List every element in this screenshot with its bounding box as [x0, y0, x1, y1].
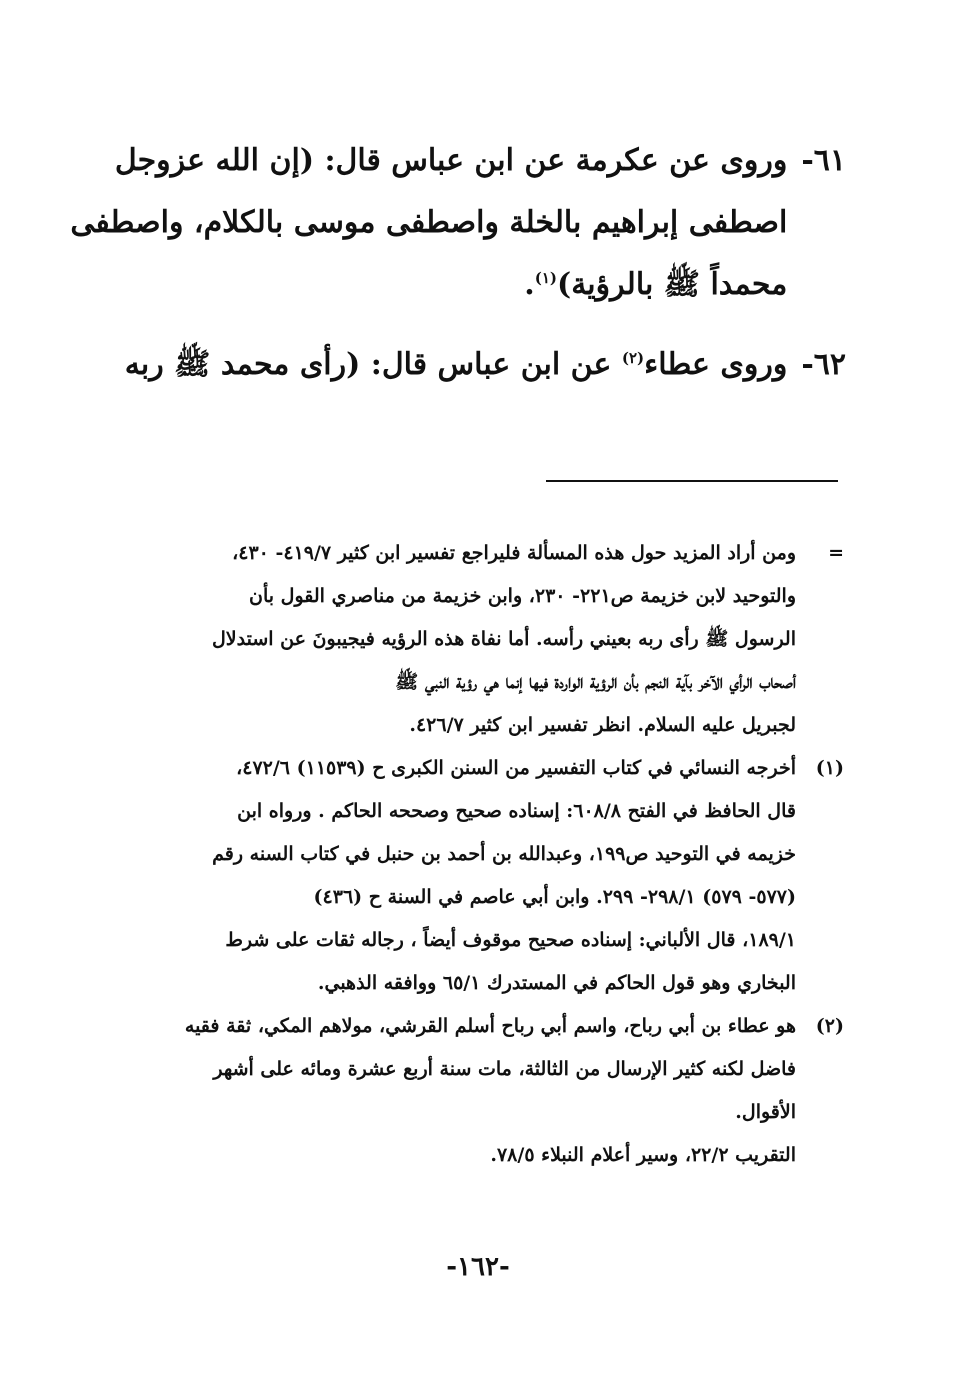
- narration-number: ٦٢-: [801, 347, 846, 382]
- text-line: [116, 334, 787, 396]
- footnote-number: (٢): [815, 1015, 844, 1037]
- text-fragment: عن ابن عباس قال: (رأى محمد ﷺ ربه: [124, 347, 622, 382]
- text-fragment: .: [524, 267, 535, 302]
- footnote-continuation: [114, 532, 844, 747]
- narration-text: [116, 334, 787, 396]
- text-fragment: وروى عطاء: [644, 347, 788, 382]
- footnote-text: [114, 532, 796, 747]
- narration-62: [116, 334, 846, 396]
- footnote-text: [114, 1005, 796, 1177]
- page-number: -١٦٢-: [446, 1252, 510, 1282]
- footnote-number: (١): [815, 757, 844, 779]
- footnote-separator: [546, 480, 838, 482]
- footnote-line: الرسول ﷺ رأى ربه بعيني رأسه. أما نفاة هذه الرؤيه فيجيبونَ عن استدلال: [211, 628, 796, 650]
- footnote-line: التقريب ٢٢/٢، وسير أعلام النبلاء ٧٨/٥.: [490, 1144, 796, 1166]
- footnote-line: فاضل لكنه كثير الإرسال من الثالثة، مات سنة أربع عشرة ومائه على أشهر: [213, 1058, 796, 1080]
- footnote-line: لجبريل عليه السلام. انظر تفسير ابن كثير ٤٢٦/٧.: [409, 714, 796, 736]
- footnote-line: قال الحافظ في الفتح ٦٠٨/٨: إسناده صحيح وصححه الحاكم . ورواه ابن: [237, 800, 796, 822]
- footnote-line: هو عطاء بن أبي رباح، واسم أبي رباح أسلم القرشي، مولاهم المكي، ثقة فقيه: [184, 1015, 796, 1037]
- text-line: اصطفى إبراهيم بالخلة واصطفى موسى بالكلام، واصطفى: [70, 205, 788, 240]
- footnote-line: ومن أراد المزيد حول هذه المسألة فليراجع تفسير ابن كثير ٤١٩/٧- ٤٣٠،: [232, 542, 796, 564]
- footnotes: [114, 532, 844, 1177]
- footnote-reference: (١): [534, 269, 558, 287]
- text-line: [70, 254, 787, 316]
- footnote-2: [114, 1005, 844, 1177]
- footnote-reference: (٢): [621, 349, 645, 367]
- footnote-1: [114, 747, 844, 1005]
- footnote-line: البخاري وهو قول الحاكم في المستدرك ٦٥/١ ووافقه الذهبي.: [317, 972, 796, 994]
- footnote-line: ١٨٩/١، قال الألباني: إسناده صحيح موقوف أيضاً ، رجاله ثقات على شرط: [225, 929, 796, 951]
- footnote-line: الأقوال.: [735, 1101, 796, 1123]
- narration-text: [70, 130, 787, 316]
- footnote-line: أخرجه النسائي في كتاب التفسير من السنن الكبرى ح (١١٥٣٩) ٤٧٢/٦،: [236, 757, 796, 779]
- narration-61: [70, 130, 846, 316]
- text-line: وروى عن عكرمة عن ابن عباس قال: (إن الله عزوجل: [114, 143, 788, 178]
- narration-number: ٦١-: [801, 143, 846, 178]
- footnote-line: خزيمه في التوحيد ص١٩٩، وعبدالله بن أحمد بن حنبل في كتاب السنه رقم: [212, 843, 796, 865]
- footnote-line: أصحاب الرأي الآخر بآية النجم بأن الرؤية الواردة فيها إنما هي رؤية النبي ﷺ: [395, 671, 796, 693]
- footnote-line: والتوحيد لابن خزيمة ص٢٢١- ٢٣٠، وابن خزيمة من مناصري القول بأن: [249, 585, 796, 607]
- text-fragment: محمداً ﷺ بالرؤية): [557, 267, 788, 302]
- continuation-marker: =: [828, 542, 844, 564]
- footnote-line: (٥٧٧- ٥٧٩) ٢٩٨/١- ٢٩٩. وابن أبي عاصم في السنة ح (٤٣٦): [313, 886, 796, 908]
- main-text: [70, 130, 846, 414]
- footnote-text: [114, 747, 796, 1005]
